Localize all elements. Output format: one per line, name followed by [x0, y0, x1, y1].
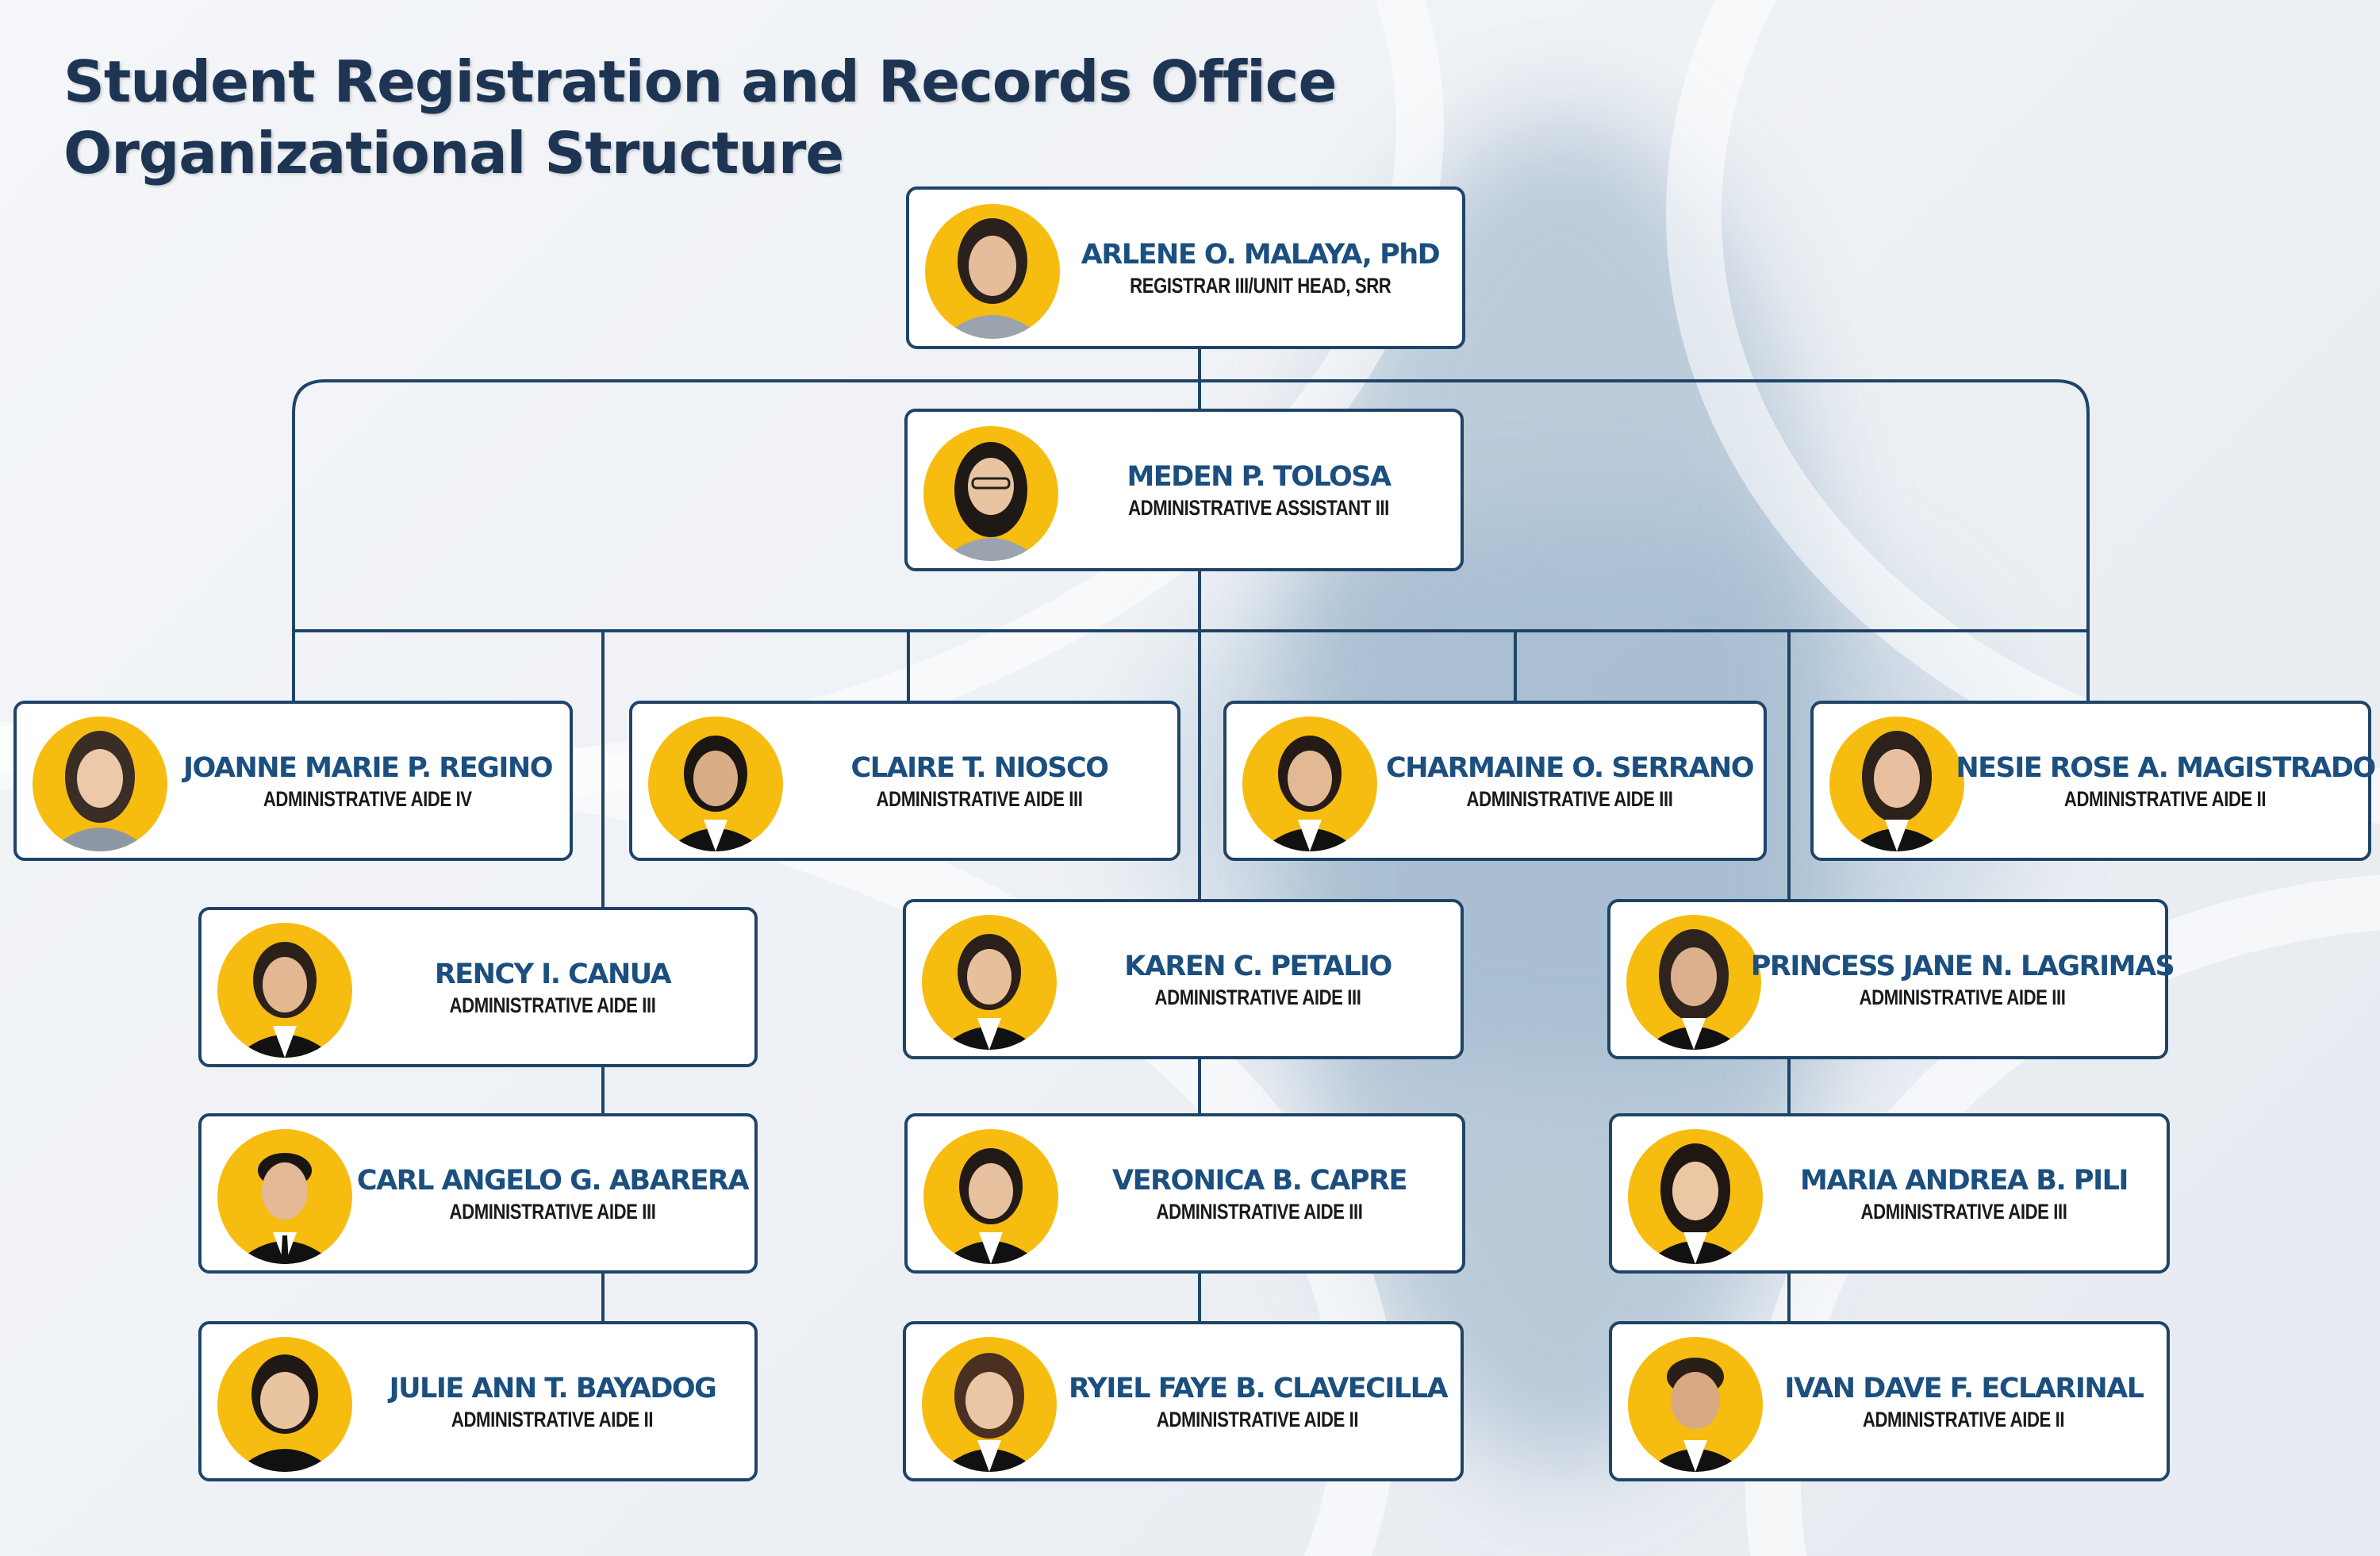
- avatar: [217, 1129, 352, 1264]
- card-info: [1771, 1324, 2157, 1478]
- person-role: ADMINISTRATIVE AIDE III: [449, 993, 656, 1017]
- avatar-portrait: [923, 1129, 1058, 1264]
- avatar: [923, 1129, 1058, 1264]
- org-card-niosco[interactable]: [629, 701, 1180, 861]
- avatar: [925, 204, 1060, 339]
- org-card-canua[interactable]: [198, 907, 758, 1067]
- org-card-lagrimas[interactable]: [1607, 899, 2175, 1059]
- person-name: CLAIRE T. NIOSCO: [850, 751, 1108, 784]
- avatar: [923, 426, 1058, 561]
- person-role: ADMINISTRATIVE AIDE III: [449, 1199, 656, 1224]
- card-info: [1066, 1116, 1453, 1270]
- card-info: [360, 1324, 745, 1478]
- avatar-portrait: [217, 1337, 352, 1472]
- person-name: CHARMAINE O. SERRANO: [1386, 751, 1753, 784]
- avatar-portrait: [922, 1337, 1057, 1472]
- person-role: ADMINISTRATIVE AIDE IV: [263, 786, 472, 811]
- person-role: ADMINISTRATIVE AIDE II: [1157, 1407, 1359, 1431]
- org-card-abarera[interactable]: [198, 1113, 758, 1274]
- avatar-portrait: [1628, 1129, 1763, 1264]
- avatar: [217, 923, 352, 1058]
- card-info: [1771, 1116, 2157, 1270]
- avatar-portrait: [922, 915, 1057, 1050]
- page-title-line-2: Organizational Structure: [63, 120, 844, 186]
- person-name: MEDEN P. TOLOSA: [1127, 461, 1391, 493]
- avatar: [1242, 717, 1377, 851]
- person-name: KAREN C. PETALIO: [1124, 950, 1392, 982]
- person-name: VERONICA B. CAPRE: [1112, 1164, 1407, 1197]
- org-card-serrano[interactable]: [1223, 701, 1767, 861]
- avatar: [217, 1337, 352, 1472]
- avatar: [648, 717, 783, 851]
- avatar-portrait: [33, 717, 167, 851]
- avatar-portrait: [925, 204, 1060, 339]
- card-info: [1385, 704, 1754, 858]
- card-info: [1068, 190, 1453, 346]
- avatar-portrait: [217, 1129, 352, 1264]
- card-info: [1750, 902, 2175, 1056]
- card-info: [360, 910, 745, 1064]
- card-info: [356, 1116, 749, 1270]
- person-name: RENCY I. CANUA: [434, 958, 671, 990]
- person-name: NESIE ROSE A. MAGISTRADO: [1956, 751, 2375, 784]
- person-role: ADMINISTRATIVE AIDE III: [1154, 985, 1361, 1009]
- org-card-bayadog[interactable]: [198, 1321, 758, 1481]
- avatar-portrait: [1242, 717, 1377, 851]
- person-role: ADMINISTRATIVE AIDE III: [1859, 985, 2066, 1009]
- card-info: [1065, 902, 1451, 1056]
- page-title: [63, 46, 1336, 189]
- card-info: [175, 704, 560, 858]
- org-card-petalio[interactable]: [903, 899, 1464, 1059]
- person-name: RYIEL FAYE B. CLAVECILLA: [1068, 1372, 1448, 1404]
- card-info: [1066, 412, 1451, 568]
- org-card-pili[interactable]: [1609, 1113, 2170, 1274]
- person-name: ARLENE O. MALAYA, PhD: [1081, 239, 1440, 271]
- avatar: [1829, 717, 1964, 851]
- org-card-malaya[interactable]: [906, 186, 1465, 349]
- org-card-capre[interactable]: [904, 1113, 1465, 1274]
- org-card-magistrado[interactable]: [1810, 701, 2375, 861]
- person-role: ADMINISTRATIVE AIDE III: [876, 786, 1083, 811]
- avatar-portrait: [1628, 1337, 1763, 1472]
- person-name: JOANNE MARIE P. REGINO: [183, 751, 552, 784]
- person-role: ADMINISTRATIVE AIDE III: [1466, 786, 1673, 811]
- avatar: [33, 717, 167, 851]
- card-info: [791, 704, 1168, 858]
- person-role: ADMINISTRATIVE AIDE II: [2064, 786, 2267, 811]
- person-name: CARL ANGELO G. ABARERA: [356, 1164, 749, 1197]
- org-card-regino[interactable]: [13, 701, 573, 861]
- person-role: ADMINISTRATIVE AIDE III: [1156, 1199, 1363, 1224]
- avatar-portrait: [1626, 915, 1761, 1050]
- person-role: ADMINISTRATIVE AIDE III: [1860, 1199, 2067, 1224]
- card-info: [1956, 704, 2375, 858]
- page-title-line-1: Student Registration and Records Office: [63, 48, 1337, 115]
- avatar-portrait: [1829, 717, 1964, 851]
- person-name: JULIE ANN T. BAYADOG: [389, 1372, 716, 1404]
- person-role: ADMINISTRATIVE AIDE II: [1863, 1407, 2065, 1431]
- org-card-clavecilla[interactable]: [903, 1321, 1464, 1481]
- avatar-portrait: [923, 426, 1058, 561]
- avatar: [1628, 1337, 1763, 1472]
- person-name: IVAN DAVE F. ECLARINAL: [1784, 1372, 2144, 1404]
- person-name: PRINCESS JANE N. LAGRIMAS: [1750, 950, 2175, 982]
- avatar: [922, 915, 1057, 1050]
- avatar: [1626, 915, 1761, 1050]
- person-role: ADMINISTRATIVE ASSISTANT III: [1128, 496, 1389, 520]
- avatar: [922, 1337, 1057, 1472]
- person-role: REGISTRAR III/UNIT HEAD, SRR: [1129, 274, 1392, 298]
- avatar: [1628, 1129, 1763, 1264]
- person-role: ADMINISTRATIVE AIDE II: [451, 1407, 654, 1431]
- card-info: [1065, 1324, 1451, 1478]
- person-name: MARIA ANDREA B. PILI: [1800, 1164, 2128, 1197]
- avatar-portrait: [217, 923, 352, 1058]
- avatar-portrait: [648, 717, 783, 851]
- org-card-tolosa[interactable]: [904, 409, 1464, 571]
- org-card-eclarinal[interactable]: [1609, 1321, 2170, 1481]
